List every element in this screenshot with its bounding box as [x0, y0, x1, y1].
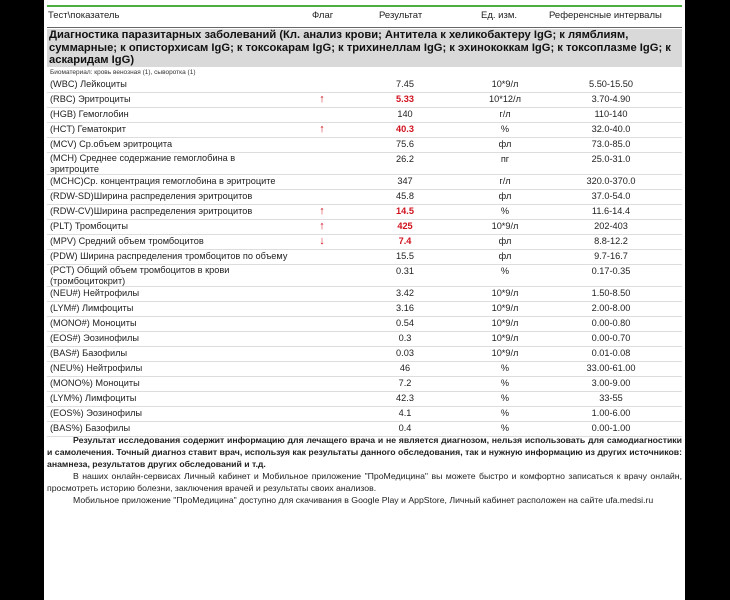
unit: %	[500, 266, 510, 276]
reference-interval: 0.01-0.08	[591, 348, 631, 358]
test-name: (MCHC)Ср. концентрация гемоглобина в эритроците	[50, 176, 276, 186]
test-name: (PLT) Тромбоциты	[50, 221, 128, 231]
section-title: Диагностика паразитарных заболеваний (Кл. анализ крови; Антитела к хеликобактеру IgG; к лямблиям, суммарные; к описторхисам IgG; к токсокарам IgG; к трихинеллам IgG; к эхинококкам IgG; к токсоплазме IgG; к аскаридам IgG)	[47, 29, 682, 67]
reference-interval: 33-55	[599, 393, 623, 403]
result-value: 140	[397, 109, 413, 119]
reference-interval: 9.7-16.7	[594, 251, 628, 261]
table-row	[47, 137, 682, 153]
test-name: (NEU#) Нейтрофилы	[50, 288, 140, 298]
unit: 10*9/л	[491, 333, 519, 343]
table-row	[47, 331, 682, 347]
result-value: 0.31	[396, 266, 414, 276]
unit: %	[500, 363, 510, 373]
test-name: (EOS#) Эозинофилы	[50, 333, 139, 343]
reference-interval: 3.00-9.00	[591, 378, 631, 388]
result-value: 3.16	[396, 303, 414, 313]
table-row	[47, 174, 682, 190]
app-note: Мобильное приложение "ПроМедицина" доступно для скачивания в Google Play и AppStore, Личный кабинет расположен на сайте ufa.medsi.ru	[73, 495, 654, 505]
reference-interval: 202-403	[594, 221, 628, 231]
result-value: 40.3	[396, 124, 414, 134]
unit: %	[500, 408, 510, 418]
result-value: 45.8	[396, 191, 414, 201]
table-row	[47, 346, 682, 362]
reference-interval: 25.0-31.0	[591, 154, 631, 164]
header-unit: Ед. изм.	[481, 10, 517, 21]
reference-interval: 2.00-8.00	[591, 303, 631, 313]
flag-indicator: ↓	[319, 235, 325, 247]
table-row	[47, 406, 682, 422]
result-value: 4.1	[398, 408, 412, 418]
result-value: 7.2	[398, 378, 412, 388]
reference-interval: 110-140	[594, 109, 628, 119]
test-name: (PDW) Ширина распределения тромбоцитов по объему	[50, 251, 288, 261]
unit: фл	[498, 251, 512, 261]
unit: г/л	[499, 176, 511, 186]
reference-interval: 0.17-0.35	[591, 266, 631, 276]
reference-interval: 3.70-4.90	[591, 94, 631, 104]
test-name: (HGB) Гемоглобин	[50, 109, 129, 119]
test-name: (LYM#) Лимфоциты	[50, 303, 134, 313]
flag-indicator: ↑	[319, 123, 325, 135]
test-name: (MCH) Среднее содержание гемоглобина в эритроците	[50, 153, 236, 174]
table-row	[47, 77, 682, 93]
table-row	[47, 107, 682, 123]
test-name: (PCT) Общий объем тромбоцитов в крови (тромбоцитокрит)	[50, 265, 230, 286]
result-value: 3.42	[396, 288, 414, 298]
unit: фл	[498, 236, 512, 246]
table-row	[47, 264, 682, 287]
table-header	[44, 10, 685, 26]
test-name: (MCV) Ср.объем эритроцита	[50, 139, 173, 149]
reference-interval: 73.0-85.0	[591, 139, 631, 149]
test-name: (MPV) Средний объем тромбоцитов	[50, 236, 204, 246]
unit: 10*9/л	[491, 79, 519, 89]
unit: %	[500, 378, 510, 388]
table-row	[47, 301, 682, 317]
services-note: В наших онлайн-сервисах Личный кабинет и Мобильное приложение "ПроМедицина" вы можете быстро и комфортно записаться к врачу онлайн, просмотреть историю болезни, заключения врачей и результаты своих анализов.	[47, 471, 682, 493]
result-value: 46	[399, 363, 411, 373]
reference-interval: 11.6-14.4	[591, 206, 631, 216]
test-name: (EOS%) Эозинофилы	[50, 408, 143, 418]
reference-interval: 33.00-61.00	[586, 363, 636, 373]
table-row	[47, 92, 682, 108]
table-row	[47, 316, 682, 332]
table-row	[47, 122, 682, 138]
header-reference: Референсные интервалы	[549, 10, 662, 21]
reference-interval: 32.0-40.0	[591, 124, 631, 134]
reference-interval: 0.00-0.70	[591, 333, 631, 343]
result-value: 26.2	[396, 154, 414, 164]
table-row	[47, 152, 682, 175]
lab-report-page	[44, 0, 685, 600]
unit: 10*9/л	[491, 221, 519, 231]
test-name: (BAS#) Базофилы	[50, 348, 128, 358]
table-row	[47, 204, 682, 220]
unit: %	[500, 124, 510, 134]
unit: %	[500, 423, 510, 433]
test-name: (HCT) Гематокрит	[50, 124, 126, 134]
test-name: (RDW-CV)Ширина распределения эритроцитов	[50, 206, 253, 216]
result-value: 0.4	[398, 423, 412, 433]
test-name: (NEU%) Нейтрофилы	[50, 363, 143, 373]
unit: пг	[500, 154, 510, 164]
unit: %	[500, 206, 510, 216]
flag-indicator: ↑	[319, 205, 325, 217]
flag-indicator: ↑	[319, 220, 325, 232]
test-name: (RDW-SD)Ширина распределения эритроцитов	[50, 191, 253, 201]
result-value: 347	[397, 176, 413, 186]
result-value: 5.33	[396, 94, 414, 104]
table-row	[47, 249, 682, 265]
flag-indicator: ↑	[319, 93, 325, 105]
unit: 10*9/л	[491, 288, 519, 298]
header-result: Результат	[379, 10, 423, 21]
result-value: 425	[397, 221, 413, 231]
test-name: (RBC) Эритроциты	[50, 94, 131, 104]
result-value: 42.3	[396, 393, 414, 403]
header-flag: Флаг	[312, 10, 334, 21]
reference-interval: 37.0-54.0	[591, 191, 631, 201]
disclaimer-note: Результат исследования содержит информацию для лечащего врача и не является диагнозом, нельзя использовать для самодиагностики и самолечения. Точный диагноз ставит врач, используя как результаты данного обследования, так и нужную информацию из других источников: анамнеза, результатов других обследований и т.д.	[47, 435, 682, 469]
result-value: 14.5	[396, 206, 414, 216]
unit: фл	[498, 139, 512, 149]
reference-interval: 0.00-1.00	[591, 423, 631, 433]
table-row	[47, 234, 682, 250]
header-divider	[47, 27, 682, 28]
result-value: 7.4	[398, 236, 412, 246]
result-value: 75.6	[396, 139, 414, 149]
result-value: 15.5	[396, 251, 414, 261]
unit: %	[500, 393, 510, 403]
biomaterial-note: Биоматериал: кровь венозная (1), сыворотка (1)	[50, 69, 196, 76]
result-value: 0.3	[398, 333, 412, 343]
header-test: Тест\показатель	[48, 10, 120, 21]
header-top-border	[47, 5, 682, 7]
test-name: (LYM%) Лимфоциты	[50, 393, 137, 403]
table-row	[47, 286, 682, 302]
reference-interval: 1.00-6.00	[591, 408, 631, 418]
reference-interval: 5.50-15.50	[589, 79, 633, 89]
table-row	[47, 391, 682, 407]
test-name: (BAS%) Базофилы	[50, 423, 131, 433]
test-name: (MONO%) Моноциты	[50, 378, 140, 388]
unit: 10*9/л	[491, 318, 519, 328]
reference-interval: 0.00-0.80	[591, 318, 631, 328]
result-value: 7.45	[396, 79, 414, 89]
unit: 10*9/л	[491, 303, 519, 313]
test-name: (MONO#) Моноциты	[50, 318, 137, 328]
result-value: 0.54	[396, 318, 414, 328]
unit: г/л	[499, 109, 511, 119]
table-row	[47, 219, 682, 235]
reference-interval: 1.50-8.50	[591, 288, 631, 298]
table-row	[47, 361, 682, 377]
unit: фл	[498, 191, 512, 201]
unit: 10*9/л	[491, 348, 519, 358]
table-row	[47, 189, 682, 205]
table-row	[47, 376, 682, 392]
test-name: (WBC) Лейкоциты	[50, 79, 127, 89]
unit: 10*12/л	[489, 94, 521, 104]
reference-interval: 8.8-12.2	[594, 236, 628, 246]
reference-interval: 320.0-370.0	[586, 176, 636, 186]
result-value: 0.03	[396, 348, 414, 358]
